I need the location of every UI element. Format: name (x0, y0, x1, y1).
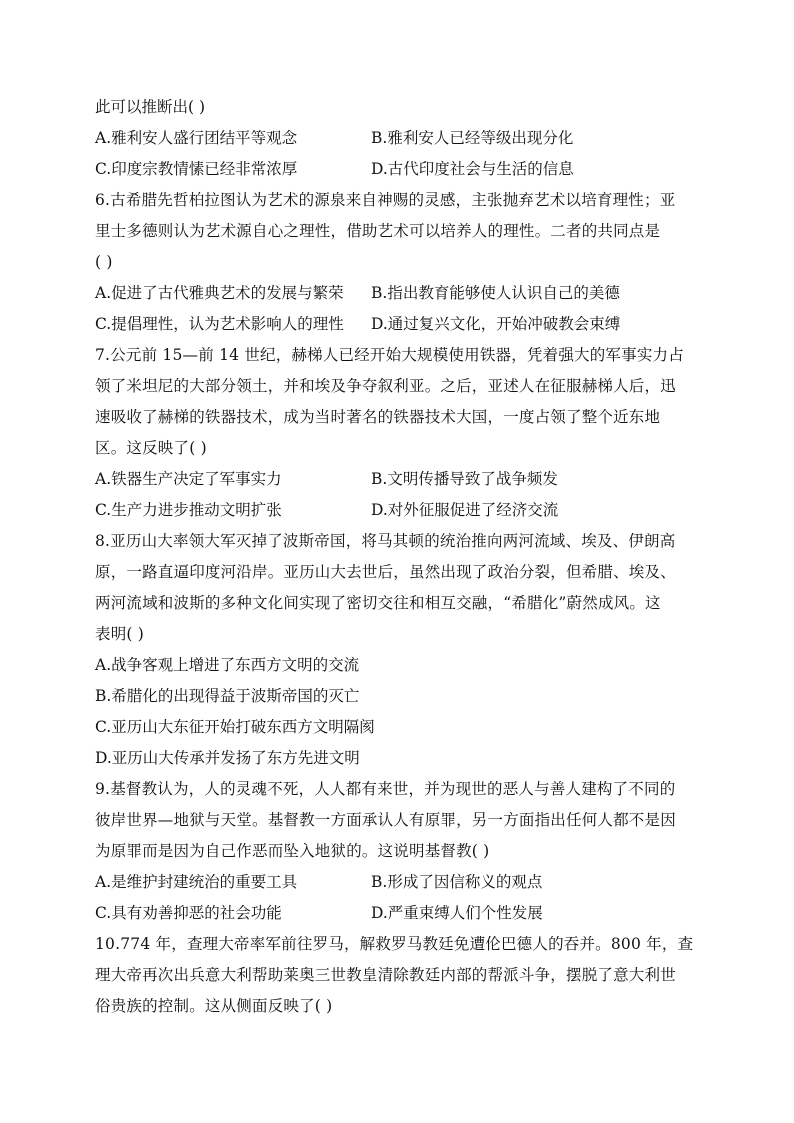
q7-option-b[interactable]: B.文明传播导致了战争频发 (371, 470, 558, 488)
q5-option-d[interactable]: D.古代印度社会与生活的信息 (371, 160, 574, 178)
q7-stem (95, 340, 695, 464)
q9-stem-line: 彼岸世界—地狱与天堂。基督教一方面承认人有原罪，另一方面指出任何人都不是因 (95, 811, 676, 829)
q7-stem-line: 领了米坦尼的大部分领土，并和埃及争夺叙利亚。之后，亚述人在征服赫梯人后，迅 (95, 377, 676, 395)
q7-stem-line: 区。这反映了( ) (95, 439, 207, 457)
q6-stem (95, 185, 695, 278)
exam-page (95, 92, 695, 1022)
q5-options-ab (95, 123, 695, 154)
q9-stem-line: 9.基督教认为，人的灵魂不死，人人都有来世，并为现世的恶人与善人建构了不同的 (95, 780, 676, 798)
q6-option-a[interactable]: A.促进了古代雅典艺术的发展与繁荣 (95, 284, 344, 302)
q6-options-cd (95, 309, 695, 340)
q7-stem-line: 速吸收了赫梯的铁器技术，成为当时著名的铁器技术大国，一度占领了整个近东地 (95, 408, 661, 426)
q10-stem-line: 10.774 年，查理大帝率军前往罗马，解救罗马教廷免遭伦巴德人的吞并。800 年，查 (95, 935, 694, 953)
q6-option-c[interactable]: C.提倡理性，认为艺术影响人的理性 (95, 315, 344, 333)
q5-option-a[interactable]: A.雅利安人盛行团结平等观念 (95, 129, 298, 147)
q10-stem (95, 929, 695, 1022)
q7-option-c[interactable]: C.生产力进步推动文明扩张 (95, 501, 282, 519)
q8-stem-line: 表明( ) (95, 625, 145, 643)
q6-stem-line: ( ) (95, 253, 113, 271)
q7-option-d[interactable]: D.对外征服促进了经济交流 (371, 501, 559, 519)
q8-option-c[interactable]: C.亚历山大东征开始打破东西方文明隔阂 (95, 718, 375, 736)
q10-stem-line: 俗贵族的控制。这从侧面反映了( ) (95, 997, 333, 1015)
q7-stem-line: 7.公元前 15—前 14 世纪，赫梯人已经开始大规模使用铁器，凭着强大的军事实力占 (95, 346, 684, 364)
q9-option-d[interactable]: D.严重束缚人们个性发展 (371, 904, 543, 922)
q9-stem (95, 774, 695, 867)
q6-options-ab (95, 278, 695, 309)
q8-stem (95, 526, 695, 650)
q10-stem-line: 理大帝再次出兵意大利帮助莱奥三世教皇清除教廷内部的帮派斗争，摆脱了意大利世 (95, 966, 676, 984)
q7-options-cd (95, 495, 695, 526)
q6-stem-line: 6.古希腊先哲柏拉图认为艺术的源泉来自神赐的灵感，主张抛弃艺术以培育理性；亚 (95, 191, 676, 209)
q9-stem-line: 为原罪而是因为自己作恶而坠入地狱的。这说明基督教( ) (95, 842, 490, 860)
q5-option-c[interactable]: C.印度宗教情愫已经非常浓厚 (95, 160, 298, 178)
q7-option-a[interactable]: A.铁器生产决定了军事实力 (95, 470, 282, 488)
q8-option-d[interactable]: D.亚历山大传承并发扬了东方先进文明 (95, 749, 360, 767)
q9-option-b[interactable]: B.形成了因信称义的观点 (371, 873, 543, 891)
q9-option-a[interactable]: A.是维护封建统治的重要工具 (95, 873, 298, 891)
q7-options-ab (95, 464, 695, 495)
q9-options-ab (95, 867, 695, 898)
q8-stem-line: 原，一路直逼印度河沿岸。亚历山大去世后，虽然出现了政治分裂，但希腊、埃及、 (95, 563, 676, 581)
q6-stem-line: 里士多德则认为艺术源自心之理性，借助艺术可以培养人的理性。二者的共同点是 (95, 222, 661, 240)
q8-stem-line: 8.亚历山大率领大军灭掉了波斯帝国，将马其顿的统治推向两河流域、埃及、伊朗高 (95, 532, 676, 550)
q6-option-d[interactable]: D.通过复兴文化，开始冲破教会束缚 (371, 315, 621, 333)
q9-options-cd (95, 898, 695, 929)
q6-option-b[interactable]: B.指出教育能够使人认识自己的美德 (371, 284, 620, 302)
q5-option-b[interactable]: B.雅利安人已经等级出现分化 (371, 129, 574, 147)
q8-stem-line: 两河流域和波斯的多种文化间实现了密切交往和相互交融，“希腊化”蔚然成风。这 (95, 594, 661, 612)
q8-option-a[interactable]: A.战争客观上增进了东西方文明的交流 (95, 656, 360, 674)
q5-stem-tail: 此可以推断出( ) (95, 98, 206, 116)
q9-option-c[interactable]: C.具有劝善抑恶的社会功能 (95, 904, 282, 922)
q8-option-b[interactable]: B.希腊化的出现得益于波斯帝国的灭亡 (95, 687, 360, 705)
q5-options-cd (95, 154, 695, 185)
